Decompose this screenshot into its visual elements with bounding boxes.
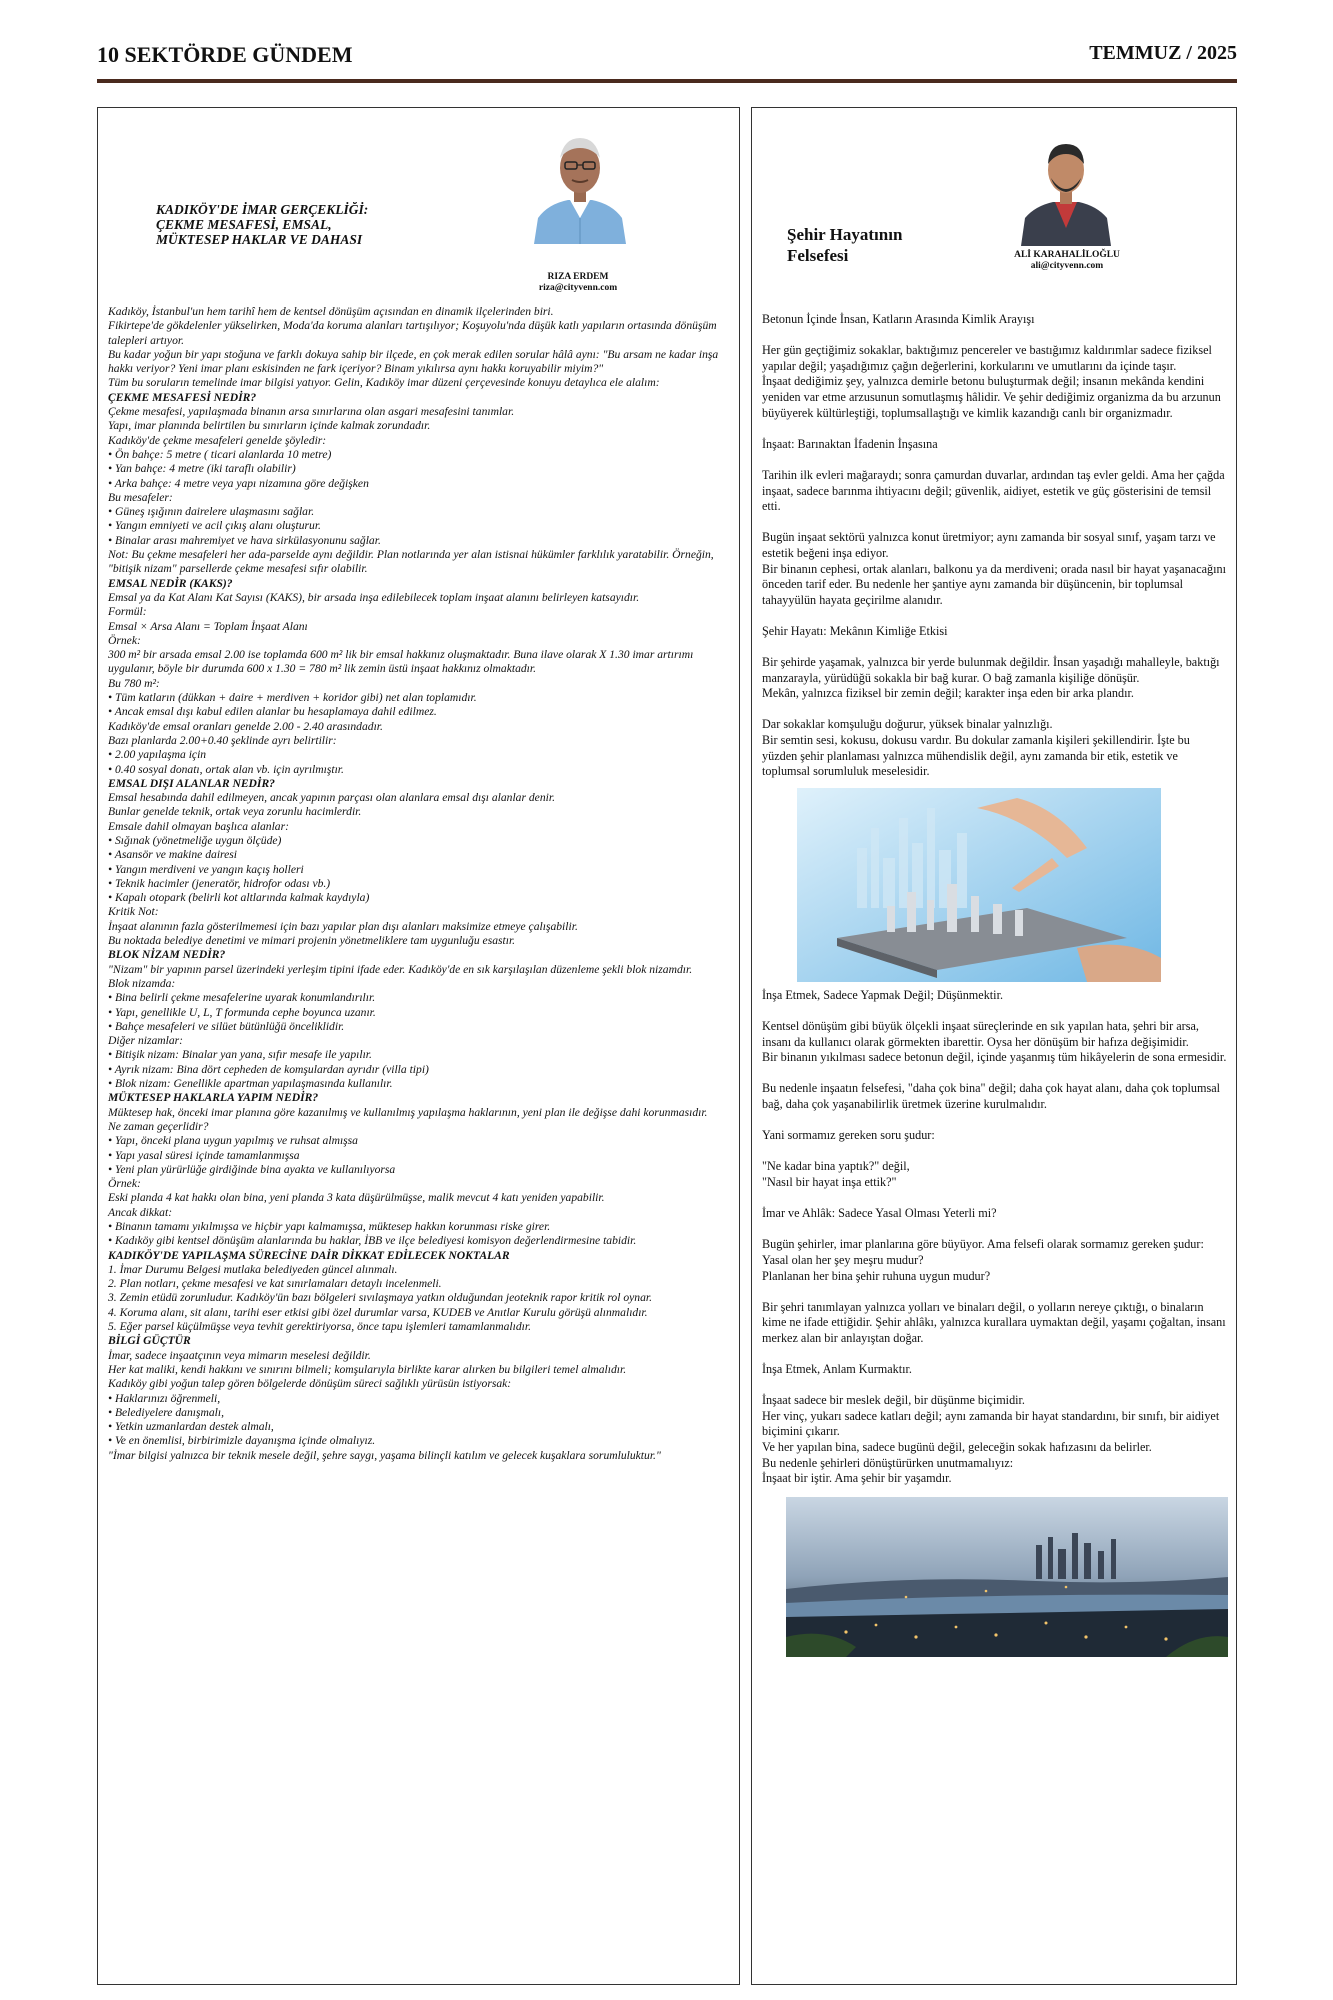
paragraph: 1. İmar Durumu Belgesi mutlaka belediyeden güncel alınmalı.	[108, 1262, 398, 1276]
paragraph: • 0.40 sosyal donatı, ortak alan vb. için ayrılmıştır.	[108, 762, 344, 776]
author-name: RIZA ERDEM	[547, 272, 609, 282]
section-heading: ÇEKME MESAFESİ NEDİR?	[108, 390, 257, 404]
paragraph: • Bina belirli çekme mesafelerine uyarak konumlandırılır.	[108, 991, 376, 1005]
paragraph: Emsal ya da Kat Alanı Kat Sayısı (KAKS), bir arsada inşa edilebilecek toplam inşaat alanını belirleyen katsayıdır.	[108, 590, 640, 604]
paragraph: İnşa Etmek, Anlam Kurmaktır.	[762, 1362, 912, 1377]
paragraph: Not: Bu çekme mesafeleri her ada-parselde aynı değildir. Plan notlarında yer alan istisnai hükümler farklılık yaratabilir. Örneğin, "bitişik nizam" parsellerde çekme mesafesi sıfır olabilir.	[108, 548, 714, 576]
author-name: ALİ KARAHALİLOĞLU	[1014, 250, 1120, 260]
paragraph: Bir şehri tanımlayan yalnızca yolları ve binaları değil, o yolların nereye çıktığı, o binaların kime ne ifade ettiğidir. Şehir ahlâkı, yalnızca kurallara uymaktan değil, yaşamı çoğaltan, insanı merkez alan bir anlayıştan doğar.	[762, 1299, 1226, 1345]
left-article-title	[156, 202, 446, 247]
paragraph: • Blok nizam: Genellikle apartman yapılaşmasında kullanılır.	[108, 1077, 393, 1091]
paragraph: Ne zaman geçerlidir?	[108, 1119, 209, 1133]
city-hologram-photo	[797, 788, 1161, 982]
paragraph: İnşaat bir iştir. Ama şehir bir yaşamdır.	[762, 1471, 952, 1486]
paragraph: • Yangın emniyeti ve acil çıkış alanı oluşturur.	[108, 519, 321, 533]
paragraph: İnşaat dediğimiz şey, yalnızca demirle betonu buluşturmak değil; insanın mekânda kendini yeniden var etme arzusunun somutlaşmış hâlidir. Ve şehir dediğimiz organizma da bu arzunun büyüyerek kültürleştiği, toplumsallaştığı ve kimlik kazandığı canlı bir organizmadır.	[762, 374, 1221, 420]
section-heading: MÜKTESEP HAKLARLA YAPIM NEDİR?	[108, 1091, 319, 1105]
paragraph: Bir binanın yıkılması sadece betonun değil, içinde yaşanmış tüm hikâyelerin de sona ermesidir.	[762, 1050, 1227, 1065]
paragraph: • Yetkin uzmanlardan destek almalı,	[108, 1420, 274, 1434]
paragraph: Betonun İçinde İnsan, Katların Arasında Kimlik Arayışı	[762, 312, 1035, 326]
paragraph: Bu kadar yoğun bir yapı stoğuna ve farklı dokuya sahip bir ilçede, en çok merak edilen sorular hâlâ aynı: "Bu arsam ne kadar inşa hakkı veriyor? Yeni imar planı eskisinden ne fark içeriyor? Binam yıkılırsa aynı hakkı koruyabilir miyim?"	[108, 347, 719, 376]
title-line: Şehir Hayatının	[787, 225, 903, 244]
paragraph: Örnek:	[108, 633, 141, 647]
paragraph: • Kadıköy gibi kentsel dönüşüm alanlarında bu haklar, İBB ve ilçe belediyesi komisyon değerlendirmesine tabidir.	[108, 1234, 637, 1248]
author-email: ali@cityvenn.com	[1030, 261, 1104, 271]
author-byline	[982, 250, 1152, 272]
paragraph: • Yeni plan yürürlüğe girdiğinde bina ayakta ve kullanılıyorsa	[108, 1162, 396, 1176]
paragraph: Kadıköy'de emsal oranları genelde 2.00 - 2.40 arasındadır.	[108, 719, 383, 733]
paragraph: Kadıköy'de çekme mesafeleri genelde şöyledir:	[108, 433, 327, 447]
paragraph: • Bitişik nizam: Binalar yan yana, sıfır mesafe ile yapılır.	[108, 1048, 372, 1062]
right-article	[751, 107, 1237, 1985]
paragraph: Ve her yapılan bina, sadece bugünü değil, geleceğin sokak hafızasını da belirler.	[762, 1440, 1152, 1455]
paragraph: Çekme mesafesi, yapılaşmada binanın arsa sınırlarına olan asgari mesafesini tanımlar.	[108, 405, 515, 419]
paragraph: Her vinç, yukarı sadece katları değil; aynı zamanda bir hayat standardını, bir sınıfı, bir aidiyet biçimini çıkarır.	[762, 1408, 1220, 1439]
paragraph: Fikirtepe'de gökdelenler yükselirken, Moda'da koruma alanları tartışılıyor; Koşuyolu'nda düşük katlı yapıların ortasında dönüşüm talepleri artıyor.	[108, 319, 717, 347]
paragraph: 300 m² bir arsada emsal 2.00 ise toplamda 600 m² lik bir emsal hakkınız oluşmaktadır. Buna ilave olarak X 1.30 imar artırımı uygulanır, böyle bir durumda 600 x 1.30 = 780 m² lik zemin üstü inşaat hakkınız olmaktadır.	[108, 648, 694, 676]
paragraph: • Yangın merdiveni ve yangın kaçış holleri	[108, 862, 304, 876]
section-heading: BİLGİ GÜÇTÜR	[108, 1334, 191, 1348]
paragraph: • Kapalı otopark (belirli kot altlarında kalmak kaydıyla)	[108, 891, 370, 905]
paragraph: Her gün geçtiğimiz sokaklar, baktığımız pencereler ve bastığımız kaldırımlar sadece fiziksel yapılar değil; yaşadığımız çağın değerlerini, korkularını ve umutlarını da içinde taşır.	[762, 343, 1212, 373]
istanbul-skyline-photo	[786, 1497, 1228, 1657]
paragraph: İnşaat sadece bir meslek değil, bir düşünme biçimidir.	[762, 1393, 1025, 1408]
paragraph: Müktesep hak, önceki imar planına göre kazanılmış ve kullanılmış yapılaşma haklarının, yeni plan ile değişse dahi korunmasıdır.	[108, 1105, 708, 1119]
paragraph: • Asansör ve makine dairesi	[108, 848, 237, 862]
paragraph: • Belediyelere danışmalı,	[108, 1405, 224, 1419]
right-article-body	[762, 312, 1228, 1657]
author-photo-riza-erdem	[528, 126, 632, 244]
paragraph: Bunlar genelde teknik, ortak veya zorunlu hacimlerdir.	[108, 805, 362, 819]
paragraph: • Binalar arası mahremiyet ve hava sirkülasyonunu sağlar.	[108, 533, 381, 547]
paragraph: • Güneş ışığının dairelere ulaşmasını sağlar.	[108, 505, 315, 519]
paragraph: Planlanan her bina şehir ruhuna uygun mudur?	[762, 1268, 991, 1283]
paragraph: Formül:	[108, 605, 147, 619]
section-heading: BLOK NİZAM NEDİR?	[108, 948, 226, 962]
paragraph: Diğer nizamlar:	[108, 1034, 184, 1048]
paragraph: Bu mesafeler:	[108, 490, 173, 504]
paragraph: • Yapı yasal süresi içinde tamamlanmışsa	[108, 1148, 300, 1162]
paragraph: 3. Zemin etüdü zorunludur. Kadıköy'ün bazı bölgeleri sıvılaşmaya yatkın olduğundan jeoteknik rapor kritik rol oynar.	[108, 1291, 653, 1305]
title-line: MÜKTESEP HAKLAR VE DAHASI	[156, 232, 363, 247]
paragraph: İmar, sadece inşaatçının veya mimarın meselesi değildir.	[108, 1348, 371, 1362]
paragraph: Bugün şehirler, imar planlarına göre büyüyor. Ama felsefi olarak sormamız gereken şudur:	[762, 1237, 1204, 1252]
paragraph: • Ön bahçe: 5 metre ( ticari alanlarda 10 metre)	[108, 447, 332, 461]
section-heading: KADIKÖY'DE YAPILAŞMA SÜRECİNE DAİR DİKKAT EDİLECEK NOKTALAR	[108, 1248, 510, 1262]
section-title: 10 SEKTÖRDE GÜNDEM	[97, 42, 353, 67]
paragraph: Bir şehirde yaşamak, yalnızca bir yerde bulunmak değildir. İnsan yaşadığı mahalleyle, baktığı manzarayla, yürüdüğü sokakla bir bağ kurar. O bağ zamanla kişiliğe dönüşür.	[762, 655, 1220, 685]
paragraph: Emsal × Arsa Alanı = Toplam İnşaat Alanı	[108, 619, 308, 633]
paragraph: Örnek:	[108, 1177, 141, 1191]
paragraph: Bir binanın cephesi, ortak alanları, balkonu ya da merdiveni; orada nasıl bir hayat yaşanacağını önceden tarif eder. Bu nedenle her şantiye aynı zamanda bir düşüncenin, bir toplumsal tahayyülün hayata geçirilme alanıdır.	[762, 561, 1226, 607]
paragraph: Kritik Not:	[108, 905, 159, 919]
paragraph: Bu noktada belediye denetimi ve mimari projenin yönetmeliklere tam uygunluğu esastır.	[108, 934, 516, 948]
paragraph: Bu 780 m²:	[108, 676, 160, 690]
paragraph: Bu nedenle inşaatın felsefesi, "daha çok bina" değil; daha çok hayat alanı, daha çok toplumsal bağ, daha çok yaşanabilirlik üretmek üzerine kurulmalıdır.	[762, 1081, 1221, 1111]
author-byline	[498, 272, 658, 294]
paragraph: • Ayrık nizam: Bina dört cepheden de komşulardan ayrıdır (villa tipi)	[108, 1062, 429, 1076]
paragraph: Tarihin ilk evleri mağaraydı; sonra çamurdan duvarlar, ardından taş evler geldi. Ama her çağda inşaat, sadece barınma ihtiyacını değil; güvenlik, aidiyet, estetik ve güç gösterisini de temsil etti.	[762, 467, 1225, 514]
paragraph: Emsal hesabında dahil edilmeyen, ancak yapının parçası olan alanlara emsal dışı alanlar denir.	[108, 791, 555, 805]
paragraph: İnşaat alanının fazla gösterilmemesi için bazı yapılar plan dışı alanları maksimize etmeye çalışabilir.	[108, 919, 578, 933]
paragraph: "Nasıl bir hayat inşa ettik?"	[762, 1174, 897, 1189]
page-header	[97, 42, 1237, 80]
author-photo-ali-karahaliloglu	[1017, 128, 1115, 246]
paragraph: İnşaat: Barınaktan İfadenin İnşasına	[762, 436, 938, 451]
paragraph: • Ancak emsal dışı kabul edilen alanlar bu hesaplamaya dahil edilmez.	[108, 705, 437, 719]
paragraph: Yapı, imar planında belirtilen bu sınırların içinde kalmak zorundadır.	[108, 419, 431, 433]
paragraph: Eski planda 4 kat hakkı olan bina, yeni planda 3 kata düşürülmüşse, malik mevcut 4 katı yeniden yapabilir.	[108, 1191, 605, 1205]
header-rule	[97, 79, 1237, 83]
paragraph: • Binanın tamamı yıkılmışsa ve hiçbir yapı kalmamışsa, müktesep hakkın korunması riske girer.	[108, 1220, 551, 1233]
title-line: Felsefesi	[787, 246, 849, 265]
paragraph: Şehir Hayatı: Mekânın Kimliğe Etkisi	[762, 623, 948, 638]
title-line: ÇEKME MESAFESİ, EMSAL,	[156, 217, 332, 232]
right-article-title	[787, 224, 902, 266]
paragraph: 5. Eğer parsel küçülmüşse veya tevhit gerektiriyorsa, önce tapu işlemleri tamamlanmalıdır.	[108, 1320, 531, 1334]
paragraph: Tüm bu soruların temelinde imar bilgisi yatıyor. Gelin, Kadıköy imar düzeni çerçevesinde konuyu detaylıca ele alalım:	[108, 376, 660, 390]
section-heading: EMSAL DIŞI ALANLAR NEDİR?	[108, 776, 275, 790]
paragraph: • Ve en önemlisi, birbirimizle dayanışma içinde olmalıyız.	[108, 1434, 376, 1448]
paragraph: Kadıköy, İstanbul'un hem tarihî hem de kentsel dönüşüm açısından en dinamik ilçelerinden biri.	[108, 305, 554, 318]
paragraph: Emsale dahil olmayan başlıca alanlar:	[108, 819, 289, 833]
paragraph: 2. Plan notları, çekme mesafesi ve kat sınırlamaları detaylı incelenmeli.	[108, 1277, 442, 1291]
section-heading: EMSAL NEDİR (KAKS)?	[108, 576, 233, 590]
paragraph: • Sığınak (yönetmeliğe uygun ölçüde)	[108, 833, 282, 847]
paragraph: Bazı planlarda 2.00+0.40 şeklinde ayrı belirtilir:	[108, 733, 337, 747]
paragraph: İnşa Etmek, Sadece Yapmak Değil; Düşünmektir.	[762, 987, 1003, 1002]
paragraph: "Nizam" bir yapının parsel üzerindeki yerleşim tipini ifade eder. Kadıköy'de en sık karşılaşılan düzenleme şekli blok nizamdır.	[108, 962, 693, 976]
paragraph: Kadıköy gibi yoğun talep gören bölgelerde dönüşüm süreci sağlıklı yürüsün istiyorsak:	[108, 1377, 512, 1391]
paragraph: Bu nedenle şehirleri dönüştürürken unutmamalıyız:	[762, 1455, 1014, 1470]
issue-date: TEMMUZ / 2025	[1089, 42, 1237, 64]
left-article-body	[108, 305, 728, 1463]
paragraph: • Teknik hacimler (jeneratör, hidrofor odası vb.)	[108, 876, 331, 890]
paragraph: "Ne kadar bina yaptık?" değil,	[762, 1159, 910, 1174]
paragraph: İmar ve Ahlâk: Sadece Yasal Olması Yeterli mi?	[762, 1206, 997, 1221]
paragraph: Dar sokaklar komşuluğu doğurur, yüksek binalar yalnızlığı.	[762, 717, 1053, 732]
paragraph: Ancak dikkat:	[108, 1205, 173, 1219]
paragraph: • Yapı, genellikle U, L, T formunda cephe boyunca uzanır.	[108, 1005, 376, 1019]
right-body-part-b	[762, 988, 1228, 1487]
paragraph: • Yapı, önceki plana uygun yapılmış ve ruhsat almışsa	[108, 1134, 358, 1148]
paragraph: Bir semtin sesi, kokusu, dokusu vardır. Bu dokular zamanla kişileri şekillendirir. İşte bu yüzden şehir planlaması yalnızca mühendislik değil, aynı zamanda bir etik, estetik ve toplumsal sorumluluk meselesidir.	[762, 733, 1190, 779]
paragraph: "İmar bilgisi yalnızca bir teknik mesele değil, şehre saygı, yaşama bilinçli katılım ve gelecek kuşaklara sorumluluktur."	[108, 1448, 661, 1462]
title-line: KADIKÖY'DE İMAR GERÇEKLİĞİ:	[156, 202, 369, 217]
paragraph: • Arka bahçe: 4 metre veya yapı nizamına göre değişken	[108, 476, 369, 490]
paragraph: Yani sormamız gereken soru şudur:	[762, 1128, 935, 1143]
paragraph: • Bahçe mesafeleri ve silüet bütünlüğü önceliklidir.	[108, 1019, 345, 1033]
paragraph: Kentsel dönüşüm gibi büyük ölçekli inşaat süreçlerinde en sık yapılan hata, şehri bir arsa, insanı da kullanıcı olarak görmekten ibarettir. Oysa her dönüşüm bir hafıza değişimidir.	[762, 1019, 1199, 1049]
paragraph: • 2.00 yapılaşma için	[108, 748, 207, 762]
paragraph: Yasal olan her şey meşru mudur?	[762, 1252, 924, 1267]
paragraph: Her kat maliki, kendi hakkını ve sınırını bilmeli; komşularıyla birlikte karar alırken bu bilgileri temel almalıdır.	[108, 1362, 627, 1376]
paragraph: Bugün inşaat sektörü yalnızca konut üretmiyor; aynı zamanda bir sosyal sınıf, yaşam tarzı ve estetik beğeni inşa ediyor.	[762, 530, 1216, 560]
left-article	[97, 107, 740, 1985]
author-email: riza@cityvenn.com	[538, 283, 618, 293]
paragraph: • Tüm katların (dükkan + daire + merdiven + koridor gibi) net alan toplamıdır.	[108, 691, 477, 705]
paragraph: 4. Koruma alanı, sit alanı, tarihi eser etkisi gibi özel durumlar varsa, KUDEB ve Anıtlar Kurulu görüşü alınmalıdır.	[108, 1305, 648, 1319]
right-body-part-a	[762, 312, 1228, 780]
paragraph: Mekân, yalnızca fiziksel bir zemin değil; karakter inşa eden bir arka plandır.	[762, 686, 1134, 701]
paragraph: • Haklarınızı öğrenmeli,	[108, 1391, 221, 1405]
paragraph: Blok nizamda:	[108, 976, 176, 990]
paragraph: • Yan bahçe: 4 metre (iki taraflı olabilir)	[108, 462, 296, 476]
